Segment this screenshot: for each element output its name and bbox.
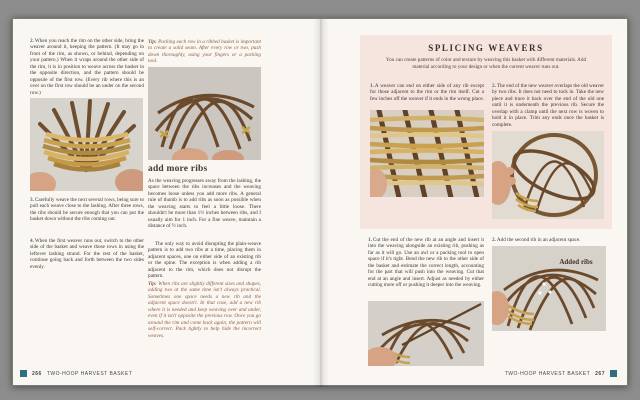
photo-ribbed-basket-frame [148, 67, 261, 160]
step-number: 2. [492, 237, 496, 243]
step-number: 3. [30, 197, 34, 203]
add-more-ribs-paragraph-2: The only way to avoid disrupting the plain-weave pattern is to add two ribs at a time, placing them in adjacent spaces, one on either side of an existing rib or the spine. The exception is when adding a rib adjacent to the rim, which does not disrupt the pattern. [148, 241, 261, 279]
left-page-footer [20, 370, 132, 377]
adding-ribs-step-1-paragraph [368, 237, 484, 297]
photo-hand-holding-hoop-frame [492, 131, 604, 219]
splicing-step-1-paragraph [370, 83, 484, 105]
photo-inserting-new-rib [368, 301, 484, 366]
tip-label: Tip: [148, 281, 157, 287]
photo-weave-closeup [370, 110, 484, 197]
step-text: A weaver can end on either side of any rib except for those adjacent to the rim or the rim itself. Cut a few inches off the weaver if it ends in the wrong place. [370, 83, 484, 102]
splicing-weavers-intro: You can create patterns of color and texture by weaving this basket with different materials. Add material according to your design or when the current weaver runs out. [385, 57, 587, 70]
right-page-footer [505, 370, 617, 377]
added-ribs-annotation: Added ribs [559, 258, 593, 266]
step-number: 1. [370, 83, 374, 89]
left-packing-tip [148, 39, 261, 64]
step-text: When the first weaver runs out, switch to the other side of the basket and weave those rows in using the leftover lashing strand. For the rest of the basket, continue going back and forth between the two sides evenly. [30, 238, 144, 270]
splicing-weavers-panel [360, 35, 612, 229]
footer-accent-square [610, 370, 617, 377]
left-sizing-tip [148, 281, 261, 339]
step-text: The end of the new weaver overlaps the old weaver by two ribs. It does not need to tuck in. Take the new piece and trace it back over the end of the old one until it is underneath the previous rib. Secure the overlap with a clamp until the next row is woven to hold it in place. Trim any ends once the basket is complete. [492, 83, 604, 127]
tip-text: Packing each row in a ribbed basket is important to create a solid seam. After every row or two, push down thoroughly, using your fingers or a packing tool. [148, 39, 261, 64]
step-text: Cut the end of the new rib at an angle and insert it into the weaving alongside an existing rib, pushing as far as it will go. Use an awl or a packing tool to open space if it's tight. Bend the new rib to the other side of the basket and estimate the correct length, accounting for the part that will push into the weaving. Cut that end at an angle and insert. Adjust as needed by either cutting more off or pushing it deeper into the weaving. [368, 237, 484, 289]
tip-label: Tip: [148, 39, 157, 45]
add-more-ribs-heading: add more ribs [148, 164, 208, 174]
step-number: 4. [30, 238, 34, 244]
step-number: 1. [368, 237, 372, 243]
step-text: Carefully weave the next several rows, being sure to pull each weave close to the lashing. After three rows, the ribs should be secure enough that you can put the basket down without the ribs coming out. [30, 197, 144, 223]
photo-weaving-golden-basket [30, 98, 143, 191]
photo-added-ribs [492, 246, 606, 331]
step-text: When you reach the rim on the other side, bring the weaver around it, keeping the pattern. (It may go in front of the rim, as shown, or behind, depending on your pattern.) When it wraps around the other side of the rim, it is in position to weave across the basket in the opposite direction, and the pattern should be opposite of the first row. (Every rib where this is an over on the first row should be an under on the second row.) [30, 38, 144, 96]
splicing-weavers-title: SPLICING WEAVERS [428, 43, 544, 53]
page-number: 267 [595, 370, 605, 377]
running-title: TWO-HOOP HARVEST BASKET [46, 370, 133, 377]
footer-accent-square [20, 370, 27, 377]
left-step-2-paragraph [30, 38, 144, 96]
step-number: 2. [492, 83, 496, 89]
splicing-step-2-paragraph [492, 83, 604, 127]
add-more-ribs-paragraph-1: As the weaving progresses away from the lashing, the space between the ribs increases and the weaving becomes loose unless you add more ribs. A general rule of thumb is to add ribs as soon as possible when the weaving starts to feel a little loose. There shouldn't be more than 1½ inches between ribs, and I usually aim for 1 inch. For a fine weave, maintain a distance of ½ inch. [148, 178, 261, 230]
step-text: Add the second rib in an adjacent space. [496, 237, 581, 243]
left-step-4-paragraph [30, 238, 144, 280]
tip-text: When ribs are slightly different sizes and shapes, adding two at the same time isn't always practical. Sometimes one space needs a new rib and the adjacent space doesn't. In that case, add a new rib where it is needed and keep weaving over and under, even if it isn't opposite the previous row. Once you go around the rim and come back again, the pattern will self-correct. Pack tightly to help hide the incorrect weaves. [148, 281, 261, 339]
page-number: 266 [32, 370, 42, 377]
running-title: TWO-HOOP HARVEST BASKET [504, 370, 591, 377]
step-number: 2. [30, 38, 34, 44]
page-gutter [313, 19, 329, 387]
left-step-3-paragraph [30, 197, 144, 233]
